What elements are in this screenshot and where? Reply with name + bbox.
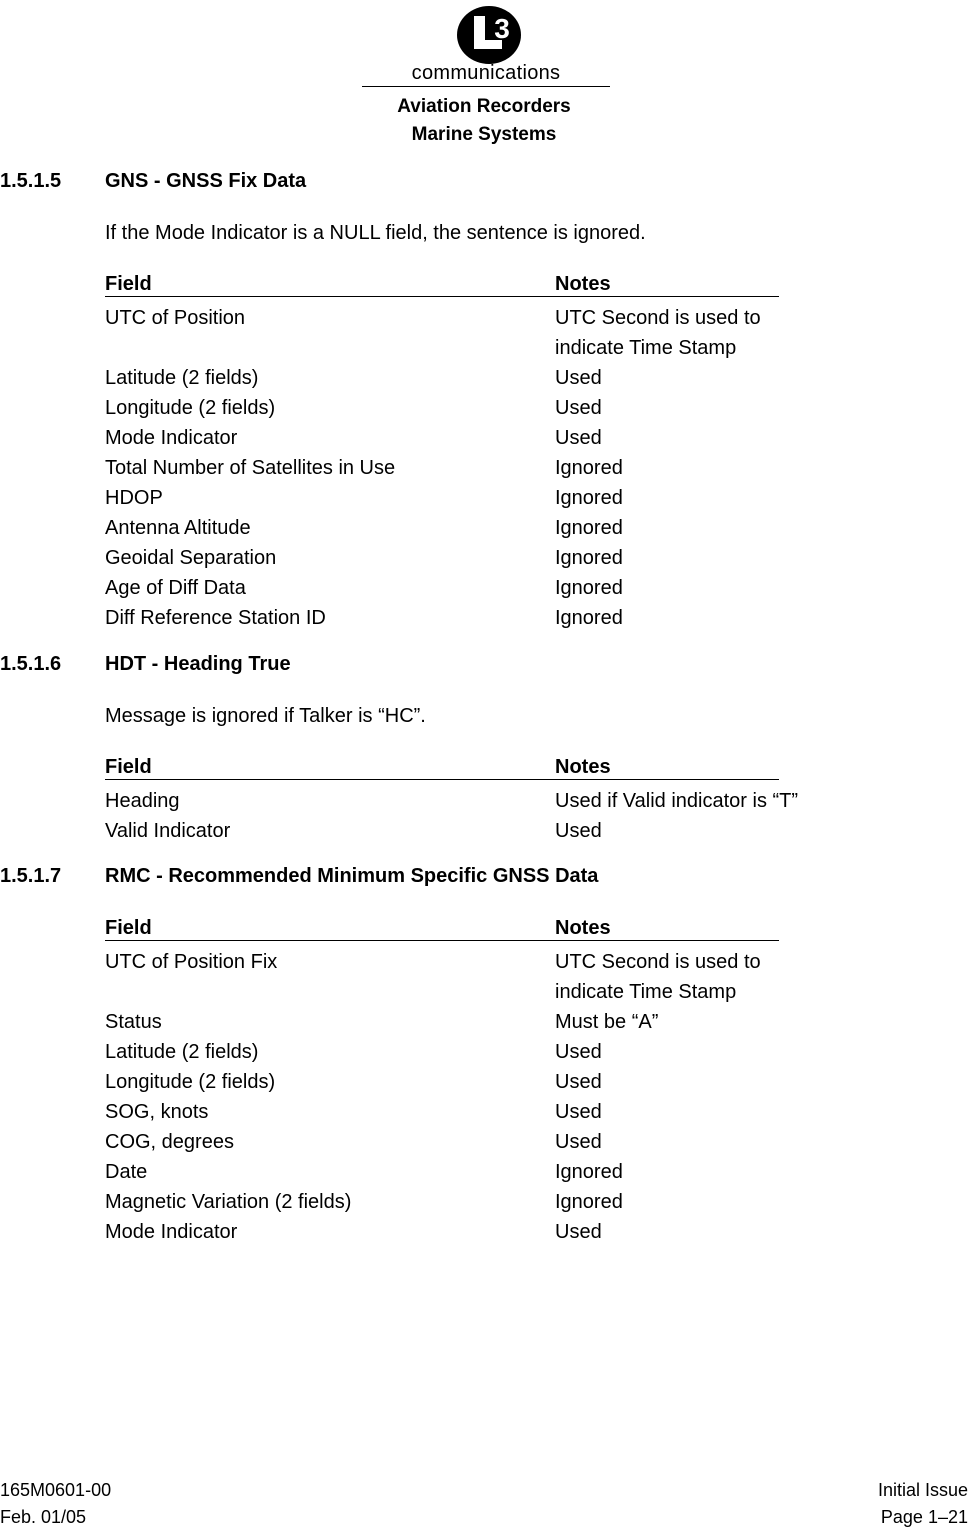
issue-label: Initial Issue — [877, 1480, 968, 1500]
notes-line: UTC Second is used to — [555, 951, 761, 973]
table-row — [105, 423, 845, 453]
table-row — [105, 1067, 845, 1097]
section-number: 1.5.1.6 — [0, 653, 62, 675]
notes-cell: Used — [555, 397, 602, 419]
notes-cell: Used — [555, 1221, 602, 1243]
table-row — [105, 303, 845, 363]
notes-cell: Ignored — [555, 487, 623, 509]
notes-cell — [555, 303, 855, 363]
field-cell: Magnetic Variation (2 fields) — [105, 1191, 352, 1213]
field-cell: Diff Reference Station ID — [105, 607, 326, 629]
notes-cell: Ignored — [555, 607, 623, 629]
notes-cell: Used if Valid indicator is “T” — [555, 790, 799, 812]
table-row — [105, 543, 845, 573]
field-cell: Heading — [105, 790, 180, 812]
table-row — [105, 1037, 845, 1067]
svg-text:3: 3 — [494, 13, 510, 44]
page-header — [0, 0, 968, 150]
notes-cell: Ignored — [555, 1191, 623, 1213]
notes-cell: Used — [555, 1041, 602, 1063]
notes-cell: Ignored — [555, 577, 623, 599]
section-intro: If the Mode Indicator is a NULL field, the sentence is ignored. — [105, 222, 646, 244]
field-cell: UTC of Position — [105, 307, 246, 329]
notes-cell: Ignored — [555, 1161, 623, 1183]
notes-cell: Ignored — [555, 547, 623, 569]
field-cell: SOG, knots — [105, 1101, 209, 1123]
field-cell: Latitude (2 fields) — [105, 1041, 259, 1063]
table-row — [105, 1187, 845, 1217]
table-row — [105, 1217, 845, 1247]
notes-line: indicate Time Stamp — [555, 981, 737, 1003]
document-number: 165M0601-00 — [0, 1480, 112, 1500]
field-cell: Latitude (2 fields) — [105, 367, 259, 389]
section-title: RMC - Recommended Minimum Specific GNSS Data — [105, 865, 599, 887]
section-number: 1.5.1.5 — [0, 170, 62, 192]
field-cell: Mode Indicator — [105, 427, 238, 449]
column-header-field: Field — [105, 917, 555, 941]
table-row — [105, 513, 845, 543]
notes-cell: Used — [555, 1071, 602, 1093]
table-row — [105, 1097, 845, 1127]
field-cell: Total Number of Satellites in Use — [105, 457, 396, 479]
section-number: 1.5.1.7 — [0, 865, 62, 887]
page-number: Page 1–21 — [880, 1507, 968, 1527]
notes-cell: Used — [555, 820, 602, 842]
notes-line: UTC Second is used to — [555, 307, 761, 329]
gns-field-table — [105, 273, 845, 633]
field-cell: Age of Diff Data — [105, 577, 246, 599]
table-row — [105, 363, 845, 393]
field-cell: Date — [105, 1161, 148, 1183]
notes-line: indicate Time Stamp — [555, 337, 737, 359]
table-header — [105, 917, 845, 947]
table-row — [105, 453, 845, 483]
field-cell: Status — [105, 1011, 162, 1033]
notes-cell: Used — [555, 1101, 602, 1123]
field-cell: Antenna Altitude — [105, 517, 251, 539]
hdt-field-table — [105, 756, 845, 846]
logo-wordmark: communications — [411, 62, 561, 84]
column-header-notes: Notes — [555, 273, 779, 297]
field-cell: HDOP — [105, 487, 163, 509]
notes-cell: Ignored — [555, 517, 623, 539]
rmc-field-table — [105, 917, 845, 1247]
field-cell: Longitude (2 fields) — [105, 1071, 276, 1093]
footer-left — [0, 1477, 111, 1531]
logo-rule — [362, 86, 610, 87]
notes-cell: Used — [555, 367, 602, 389]
footer-right — [878, 1477, 968, 1531]
notes-cell: Ignored — [555, 457, 623, 479]
table-row — [105, 816, 845, 846]
notes-cell: Used — [555, 1131, 602, 1153]
header-division: Aviation Recorders — [397, 96, 571, 117]
document-date: Feb. 01/05 — [0, 1507, 87, 1527]
column-header-field: Field — [105, 756, 555, 780]
table-header — [105, 756, 845, 786]
field-cell: COG, degrees — [105, 1131, 234, 1153]
notes-cell — [555, 947, 855, 1007]
column-header-field: Field — [105, 273, 555, 297]
table-row — [105, 1157, 845, 1187]
notes-cell: Used — [555, 427, 602, 449]
table-row — [105, 573, 845, 603]
header-subdivision: Marine Systems — [411, 124, 557, 145]
column-header-notes: Notes — [555, 756, 779, 780]
table-row — [105, 1007, 845, 1037]
section-title: GNS - GNSS Fix Data — [105, 170, 307, 192]
section-intro: Message is ignored if Talker is “HC”. — [105, 705, 426, 727]
table-row — [105, 603, 845, 633]
table-row — [105, 947, 845, 1007]
table-row — [105, 1127, 845, 1157]
column-header-notes: Notes — [555, 917, 779, 941]
field-cell: Geoidal Separation — [105, 547, 277, 569]
section-title: HDT - Heading True — [105, 653, 291, 675]
field-cell: Valid Indicator — [105, 820, 231, 842]
notes-cell: Must be “A” — [555, 1011, 659, 1033]
field-cell: Mode Indicator — [105, 1221, 238, 1243]
field-cell: UTC of Position Fix — [105, 951, 278, 973]
table-header — [105, 273, 845, 303]
table-row — [105, 786, 845, 816]
field-cell: Longitude (2 fields) — [105, 397, 276, 419]
l3-logo-icon — [456, 4, 522, 66]
table-row — [105, 483, 845, 513]
table-row — [105, 393, 845, 423]
